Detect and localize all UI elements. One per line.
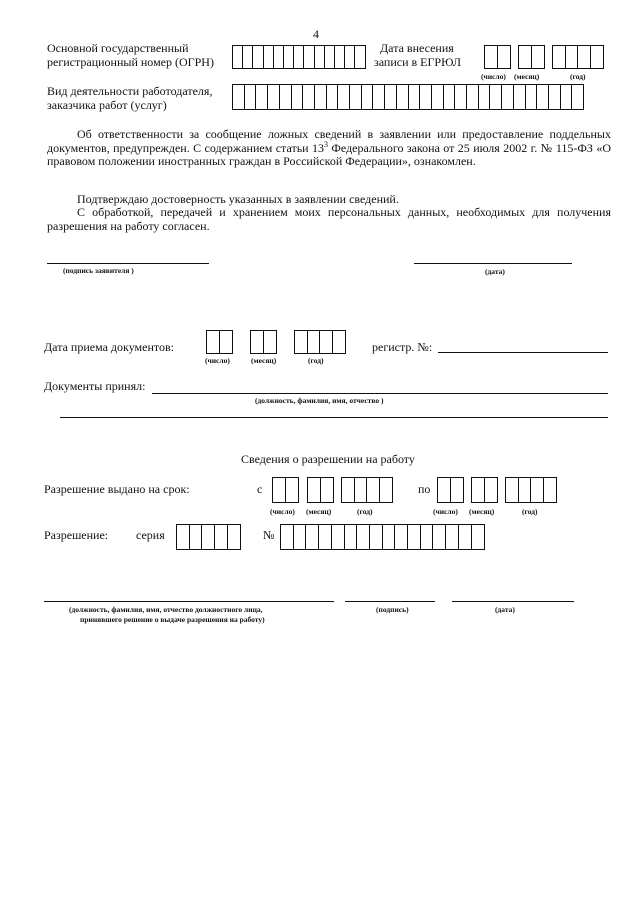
activity-cells[interactable] bbox=[232, 84, 583, 110]
egrul-label-line2: записи в ЕГРЮЛ bbox=[374, 55, 461, 69]
applicant-signature-line[interactable] bbox=[47, 263, 209, 264]
permit-to-year-cells[interactable] bbox=[505, 477, 556, 503]
confirm-text: Подтверждаю достоверность указанных в заявлении сведений. bbox=[77, 192, 399, 206]
applicant-date-caption: (дата) bbox=[485, 267, 505, 276]
responsibility-paragraph bbox=[47, 128, 611, 169]
consent-paragraph bbox=[47, 206, 611, 233]
permit-series-cells[interactable] bbox=[176, 524, 240, 550]
accepted-caption: (должность, фамилия, имя, отчество ) bbox=[255, 396, 384, 405]
egrul-day-caption: (число) bbox=[481, 72, 506, 81]
official-caption-line1: (должность, фамилия, имя, отчество должностного лица, bbox=[69, 605, 263, 614]
applicant-signature-caption: (подпись заявителя ) bbox=[63, 266, 134, 275]
registration-number-line[interactable] bbox=[438, 352, 608, 353]
official-date-caption: (дата) bbox=[495, 605, 515, 614]
ogrn-cells[interactable] bbox=[232, 45, 365, 69]
permit-from-year-cells[interactable] bbox=[341, 477, 392, 503]
egrul-year-caption: (год) bbox=[570, 72, 586, 81]
form-cell[interactable] bbox=[571, 84, 584, 110]
permit-number-sign: № bbox=[263, 528, 275, 542]
permit-from-day-caption: (число) bbox=[270, 507, 295, 516]
responsibility-text-part1: Об ответственности за сообщение ложных сведений в заявлении или предоставление поддельных документов, предупрежден. С содержанием статьи 13 bbox=[47, 127, 611, 155]
permit-term-label: Разрешение выдано на срок: bbox=[44, 482, 190, 496]
registration-number-label: регистр. №: bbox=[372, 340, 433, 354]
receipt-year-caption: (год) bbox=[308, 356, 324, 365]
permit-series-label: серия bbox=[136, 528, 165, 542]
permit-to-day-cells[interactable] bbox=[437, 477, 462, 503]
permit-section-title: Сведения о разрешении на работу bbox=[241, 452, 415, 466]
receipt-date-label: Дата приема документов: bbox=[44, 340, 174, 354]
egrul-month-caption: (месяц) bbox=[514, 72, 540, 81]
accepted-label: Документы принял: bbox=[44, 379, 146, 393]
permit-label: Разрешение: bbox=[44, 528, 109, 542]
activity-label-line2: заказчика работ (услуг) bbox=[47, 98, 167, 112]
receipt-month-caption: (месяц) bbox=[251, 356, 277, 365]
receipt-month-cells[interactable] bbox=[250, 330, 275, 354]
form-cell[interactable] bbox=[227, 524, 241, 550]
receipt-day-caption: (число) bbox=[205, 356, 230, 365]
consent-text: С обработкой, передачей и хранением моих персональных данных, необходимых для получения разрешения на работу согласен. bbox=[47, 205, 611, 233]
egrul-month-cells[interactable] bbox=[518, 45, 543, 69]
official-signature-caption: (подпись) bbox=[376, 605, 409, 614]
ogrn-label-line2: регистрационный номер (ОГРН) bbox=[47, 55, 214, 69]
permit-to-month-caption: (месяц) bbox=[469, 507, 495, 516]
applicant-date-line[interactable] bbox=[414, 263, 572, 264]
permit-number-cells[interactable] bbox=[280, 524, 483, 550]
responsibility-text-part2: Федерального закона от 25 июля 2002 г. № 115-ФЗ «О правовом положении иностранных граждан в Российской Федерации», ознакомлен. bbox=[47, 140, 611, 168]
form-cell[interactable] bbox=[471, 524, 485, 550]
permit-to-day-caption: (число) bbox=[433, 507, 458, 516]
official-signature-line[interactable] bbox=[345, 601, 435, 602]
permit-from-month-cells[interactable] bbox=[307, 477, 332, 503]
egrul-label-line1: Дата внесения bbox=[380, 41, 454, 55]
form-cell[interactable] bbox=[354, 45, 366, 69]
permit-from-month-caption: (месяц) bbox=[306, 507, 332, 516]
egrul-day-cells[interactable] bbox=[484, 45, 509, 69]
accepted-second-line[interactable] bbox=[60, 417, 608, 418]
permit-to-month-cells[interactable] bbox=[471, 477, 496, 503]
receipt-day-cells[interactable] bbox=[206, 330, 231, 354]
permit-from-label: с bbox=[257, 482, 263, 496]
official-caption-line2: принявшего решение о выдаче разрешения на работу) bbox=[80, 615, 265, 624]
article-superscript: 3 bbox=[324, 139, 329, 149]
ogrn-label-line1: Основной государственный bbox=[47, 41, 189, 55]
egrul-year-cells[interactable] bbox=[552, 45, 603, 69]
permit-from-year-caption: (год) bbox=[357, 507, 373, 516]
page-number: 4 bbox=[313, 27, 319, 41]
permit-to-label: по bbox=[418, 482, 431, 496]
official-name-line[interactable] bbox=[44, 601, 334, 602]
official-date-line[interactable] bbox=[452, 601, 574, 602]
permit-to-year-caption: (год) bbox=[522, 507, 538, 516]
activity-label-line1: Вид деятельности работодателя, bbox=[47, 84, 213, 98]
receipt-year-cells[interactable] bbox=[294, 330, 345, 354]
accepted-line[interactable] bbox=[152, 393, 608, 394]
permit-from-day-cells[interactable] bbox=[272, 477, 297, 503]
